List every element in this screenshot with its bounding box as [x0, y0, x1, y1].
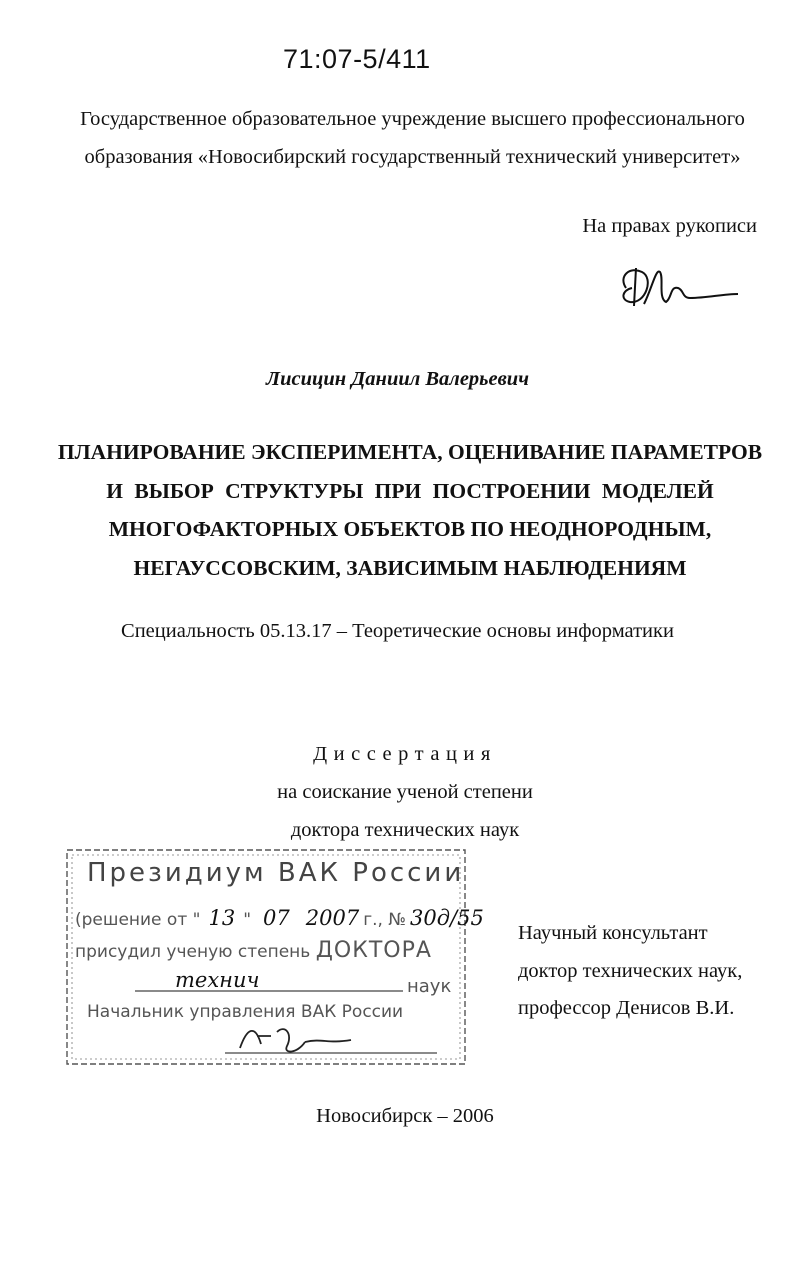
consultant-line-1: Научный консультант — [518, 922, 708, 944]
stamp-science-word: наук — [407, 976, 452, 997]
vak-stamp — [65, 848, 484, 1070]
scientific-consultant — [518, 915, 742, 1028]
stamp-awarded-line — [75, 938, 432, 963]
institution-line-2: образования «Новосибирский государственный технический университет» — [84, 146, 741, 168]
title-line: МНОГОФАКТОРНЫХ ОБЪЕКТОВ ПО НЕОДНОРОДНЫМ, — [108, 517, 712, 541]
stamp-number: 30д/55 — [410, 906, 484, 930]
stamp-quote: " — [243, 910, 252, 930]
stamp-field-handwritten: технич — [175, 968, 260, 992]
specialty-line: Специальность 05.13.17 – Теоретические основы информатики — [121, 620, 674, 642]
stamp-degree: ДОКТОРА — [315, 938, 432, 963]
title-line: НЕГАУССОВСКИМ, ЗАВИСИМЫМ НАБЛЮДЕНИЯМ — [133, 555, 687, 580]
stamp-decision-prefix: (решение от " — [75, 910, 201, 930]
institution-line-1: Государственное образовательное учреждение высшего профессионального — [80, 108, 745, 130]
stamp-authority: Президиум ВАК России — [87, 858, 465, 888]
institution-block — [40, 100, 785, 176]
manuscript-rights-note: На правах рукописи — [582, 215, 757, 237]
author-signature — [612, 258, 742, 318]
degree-line: на соискание ученой степени — [277, 781, 533, 803]
dissertation-label: Диссертация — [313, 743, 497, 765]
title-line: И ВЫБОР СТРУКТУРЫ ПРИ ПОСТРОЕНИИ МОДЕЛЕЙ — [106, 478, 714, 503]
city-year: Новосибирск – 2006 — [316, 1105, 494, 1127]
stamp-head-line: Начальник управления ВАК России — [87, 1002, 404, 1022]
stamp-year: 2007 — [305, 906, 360, 930]
consultant-line-2: доктор технических наук, — [518, 959, 743, 982]
stamp-month: 07 — [263, 906, 290, 930]
degree-type-line: доктора технических наук — [290, 819, 520, 841]
stamp-awarded-prefix: присудил ученую степень — [75, 942, 311, 962]
catalog-code: 71:07-5/411 — [283, 44, 431, 74]
author-name: Лисицин Даниил Валерьевич — [266, 368, 529, 390]
consultant-line-3: профессор Денисов В.И. — [518, 997, 735, 1019]
title-line: ПЛАНИРОВАНИЕ ЭКСПЕРИМЕНТА, ОЦЕНИВАНИЕ ПАРАМЕТРОВ — [57, 440, 763, 464]
stamp-year-suffix: г., № — [363, 910, 407, 930]
dissertation-label-block — [0, 735, 795, 849]
dissertation-title — [30, 433, 790, 587]
stamp-day: 13 — [208, 906, 236, 930]
stamp-decision-line — [75, 906, 484, 930]
